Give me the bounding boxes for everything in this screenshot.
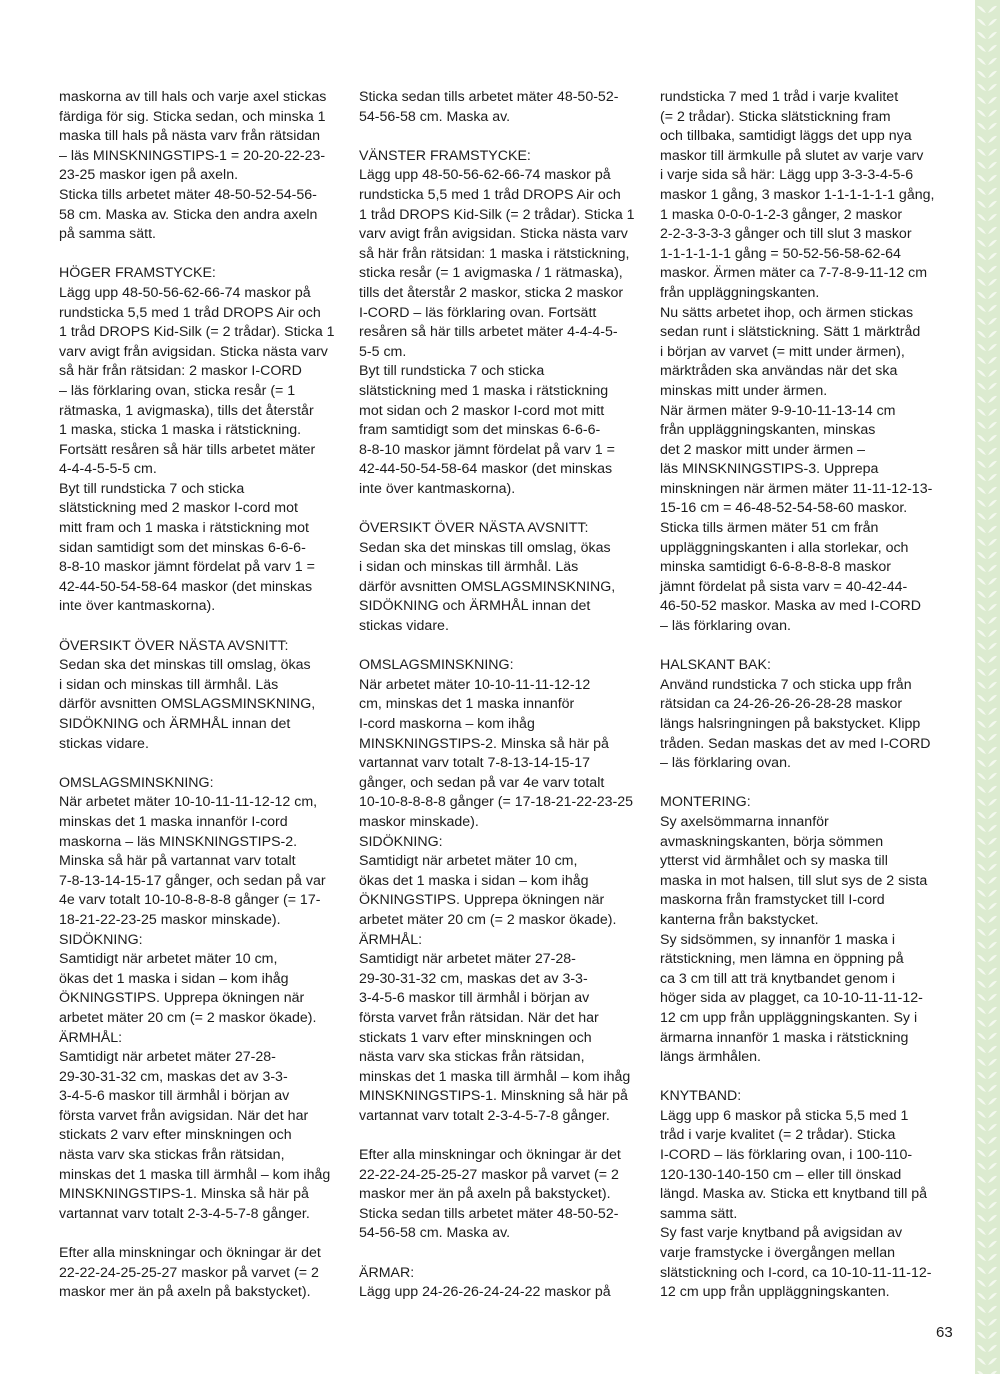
text-line: ÄRMAR: <box>359 1264 415 1281</box>
text-line: därför avsnitten OMSLAGSMINSKNING, <box>59 696 316 713</box>
text-line: Sy axelsömmarna innanför <box>660 813 829 830</box>
text-line: 2-2-3-3-3-3 gånger och till slut 3 maskor <box>660 226 912 243</box>
text-line: slätstickning med 1 maska i rätstickning <box>359 382 609 399</box>
text-line: från uppläggningskanten, minskas <box>660 422 876 439</box>
text-line: Samtidigt när arbetet mäter 10 cm, <box>359 853 578 870</box>
text-line: maskor mer än på axeln på bakstycket). <box>359 1186 611 1203</box>
text-line: 29-30-31-32 cm, maskas det av 3-3- <box>59 1068 288 1085</box>
text-line: 18-21-22-23-25 maskor minskade). <box>59 911 281 928</box>
text-line: OMSLAGSMINSKNING: <box>359 657 514 674</box>
text-line: 46-50-52 maskor. Maska av med I-CORD <box>660 598 921 615</box>
text-line: inte över kantmaskorna). <box>359 480 516 497</box>
paragraph-gap <box>359 127 641 147</box>
text-line: från uppläggningskanten. <box>660 284 820 301</box>
text-line: jämnt fördelat på sista varv = 40-42-44- <box>660 578 908 595</box>
text-line: uppläggningskanten i alla storlekar, och <box>660 539 909 556</box>
text-line: HALSKANT BAK: <box>660 657 771 674</box>
paragraph-gap <box>59 617 341 637</box>
text-line: i början av varvet (= mitt under ärmen), <box>660 343 905 360</box>
text-line: i sidan och minskas till ärmhål. Läs <box>59 676 279 693</box>
text-column-3 <box>660 88 942 1303</box>
paragraph-gap <box>359 499 641 519</box>
text-line: Efter alla minskningar och ökningar är det <box>359 1147 621 1164</box>
text-line: maskor mer än på axeln på bakstycket). <box>59 1284 311 1301</box>
text-line: – läs förklaring ovan. <box>660 755 791 772</box>
text-line: minska samtidigt 6-6-8-8-8-8 maskor <box>660 559 892 576</box>
text-line: Lägg upp 6 maskor på sticka 5,5 med 1 <box>660 1107 909 1124</box>
text-line: slätstickning och I-cord, ca 10-10-11-11-12- <box>660 1264 932 1281</box>
text-line: (= 2 trådar). Sticka slätstickning fram <box>660 108 891 125</box>
text-line: Minska så här på vartannat varv totalt <box>59 853 296 870</box>
text-line: maskorna – läs MINSKNINGSTIPS-2. <box>59 833 298 850</box>
text-line: tills det återstår 2 maskor, sticka 2 maskor <box>359 284 624 301</box>
text-line: Samtidigt när arbetet mäter 10 cm, <box>59 951 278 968</box>
text-line: 42-44-50-54-58-64 maskor (det minskas <box>359 461 613 478</box>
text-line: rundsticka 7 med 1 tråd i varje kvalitet <box>660 89 899 105</box>
text-line: När arbetet mäter 10-10-11-11-12-12 cm, <box>59 794 318 811</box>
text-line: ÖKNINGSTIPS. Upprepa ökningen när <box>59 990 305 1007</box>
text-line: Nu sätts arbetet ihop, och ärmen stickas <box>660 304 914 321</box>
text-line: stickats 2 varv efter minskningen och <box>59 1127 292 1144</box>
knit-stitch-pattern <box>975 0 1000 1374</box>
text-line: stickas vidare. <box>359 618 449 635</box>
text-line: arbetet mäter 20 cm (= 2 maskor ökade). <box>59 1009 317 1026</box>
text-line: varje framstycke i övergången mellan <box>660 1245 895 1262</box>
text-line: Sedan ska det minskas till omslag, ökas <box>359 539 611 556</box>
text-line: Lägg upp 48-50-56-62-66-74 maskor på <box>359 167 611 184</box>
text-line: I-CORD – läs förklaring ovan, i 100-110- <box>660 1147 913 1164</box>
text-line: ökas det 1 maska i sidan – kom ihåg <box>59 970 289 987</box>
text-line: minskningen när ärmen mäter 11-11-12-13- <box>660 480 933 497</box>
text-line: minskas mitt under ärmen. <box>660 382 828 399</box>
text-line: vartannat varv totalt 7-8-13-14-15-17 <box>359 755 591 772</box>
text-line: OMSLAGSMINSKNING: <box>59 774 214 791</box>
text-line: Samtidigt när arbetet mäter 27-28- <box>359 951 576 968</box>
text-line: MONTERING: <box>660 794 751 811</box>
text-line: ytterst vid ärmhålet och sy maska till <box>660 853 888 870</box>
text-line: ärmarna innanför 1 maska i rätstickning <box>660 1029 909 1046</box>
text-line: 120-130-140-150 cm – eller till önskad <box>660 1166 902 1183</box>
text-line: ca 3 cm till att trä knytbandet genom i <box>660 970 895 987</box>
text-line: 29-30-31-32 cm, maskas det av 3-3- <box>359 970 588 987</box>
text-line: 3-4-5-6 maskor till ärmhål i början av <box>59 1088 290 1105</box>
text-line: stickats 1 varv efter minskningen och <box>359 1029 592 1046</box>
text-line: 4-4-4-5-5-5 cm. <box>59 461 157 478</box>
text-line: märktråden ska användas när det ska <box>660 363 898 380</box>
text-line: färdiga för sig. Sticka sedan, och minska 1 <box>59 108 326 125</box>
text-line: I-CORD – läs förklaring ovan. Fortsätt <box>359 304 597 321</box>
text-line: Sy fast varje knytband på avigsidan av <box>660 1225 903 1242</box>
paragraph-gap <box>660 774 942 794</box>
text-line: rätstickning, men lämna en öppning på <box>660 951 904 968</box>
text-line: varv avigt från avigsidan. Sticka nästa varv <box>59 343 328 360</box>
text-line: slätstickning med 2 maskor I-cord mot <box>59 500 298 517</box>
text-line: tråden. Sedan maskas det av med I-CORD <box>660 735 931 752</box>
text-line: 54-56-58 cm. Maska av. <box>359 1225 511 1242</box>
text-line: rätsidan ca 24-26-26-26-28-28 maskor <box>660 696 903 713</box>
paragraph-gap <box>359 637 641 657</box>
text-line: längs halsringningen på bakstycket. Klipp <box>660 716 921 732</box>
text-line: ÖVERSIKT ÖVER NÄSTA AVSNITT: <box>359 520 589 537</box>
text-line: I-cord maskorna – kom ihåg <box>359 716 535 732</box>
page-number: 63 <box>936 1324 953 1341</box>
text-column-1 <box>59 88 341 1303</box>
text-line: Samtidigt när arbetet mäter 27-28- <box>59 1049 276 1066</box>
text-line: och tillbaka, samtidigt läggs det upp nya <box>660 128 912 145</box>
text-line: avmaskningskanten, börja sömmen <box>660 833 884 850</box>
text-line: Sticka tills ärmen mäter 51 cm från <box>660 520 879 537</box>
text-line: Sy sidsömmen, sy innanför 1 maska i <box>660 931 895 948</box>
text-line: 1-1-1-1-1-1 gång = 50-52-56-58-62-64 <box>660 245 901 262</box>
text-line: MINSKNINGSTIPS-1. Minska så här på <box>59 1186 309 1203</box>
text-line: längd. Maska av. Sticka ett knytband till på <box>660 1186 928 1203</box>
text-line: 10-10-8-8-8-8 gånger (= 17-18-21-22-23-25 <box>359 794 634 811</box>
text-line: Lägg upp 24-26-26-24-24-22 maskor på <box>359 1284 611 1301</box>
text-line: i sidan och minskas till ärmhål. Läs <box>359 559 579 576</box>
text-line: MINSKNINGSTIPS-2. Minska så här på <box>359 735 609 752</box>
text-line: maskorna från framstycket till I-cord <box>660 892 885 909</box>
text-line: – läs MINSKNINGSTIPS-1 = 20-20-22-23- <box>59 147 326 164</box>
text-line: maskor. Ärmen mäter ca 7-7-8-9-11-12 cm <box>660 265 928 282</box>
text-line: 12 cm upp från uppläggningskanten. <box>660 1284 890 1301</box>
text-line: Använd rundsticka 7 och sticka upp från <box>660 676 912 693</box>
text-line: i varje sida så här: Lägg upp 3-3-3-4-5-6 <box>660 167 914 184</box>
text-line: sidan samtidigt som det minskas 6-6-6- <box>59 539 306 556</box>
text-line: längs ärmhålen. <box>660 1049 761 1066</box>
text-line: Sticka sedan tills arbetet mäter 48-50-52- <box>359 1205 619 1222</box>
text-line: 1 tråd DROPS Kid-Silk (= 2 trådar). Sticka 1 <box>359 206 635 223</box>
text-line: 42-44-50-54-58-64 maskor (det minskas <box>59 578 313 595</box>
text-line: ÖKNINGSTIPS. Upprepa ökningen när <box>359 892 605 909</box>
text-line: mot sidan och 2 maskor I-cord mot mitt <box>359 402 605 419</box>
text-line: Sticka sedan tills arbetet mäter 48-50-52- <box>359 89 619 105</box>
text-line: 5-5 cm. <box>359 343 407 360</box>
text-line: SIDÖKNING: <box>59 931 143 948</box>
text-line: Efter alla minskningar och ökningar är det <box>59 1245 321 1262</box>
text-line: tråd i varje kvalitet (= 2 trådar). Sticka <box>660 1127 896 1144</box>
text-line: minskas det 1 maska innanför I-cord <box>59 813 288 830</box>
decorative-knit-border <box>975 0 1000 1374</box>
text-line: HÖGER FRAMSTYCKE: <box>59 265 216 282</box>
text-line: inte över kantmaskorna). <box>59 598 216 615</box>
text-line: maskor 1 gång, 3 maskor 1-1-1-1-1-1 gång, <box>660 186 935 203</box>
text-line: 54-56-58 cm. Maska av. <box>359 108 511 125</box>
text-line: 1 maska, sticka 1 maska i rätstickning. <box>59 422 302 439</box>
text-line: När arbetet mäter 10-10-11-11-12-12 <box>359 676 591 693</box>
text-line: 23-25 maskor igen på axeln. <box>59 167 239 184</box>
text-line: Lägg upp 48-50-56-62-66-74 maskor på <box>59 284 311 301</box>
text-line: samma sätt. <box>660 1205 738 1222</box>
text-line: SIDÖKNING: <box>359 833 443 850</box>
text-line: så här från rätsidan: 1 maska i rätstickning, <box>359 245 630 262</box>
text-line: ÄRMHÅL: <box>59 1029 123 1046</box>
text-line: ökas det 1 maska i sidan – kom ihåg <box>359 872 589 889</box>
text-line: ÖVERSIKT ÖVER NÄSTA AVSNITT: <box>59 637 289 654</box>
text-line: mitt fram och 1 maska i rätstickning mot <box>59 520 309 537</box>
text-line: därför avsnitten OMSLAGSMINSKNING, <box>359 578 616 595</box>
text-line: kanterna från bakstycket. <box>660 911 819 928</box>
text-line: på samma sätt. <box>59 226 156 243</box>
text-line: 58 cm. Maska av. Sticka den andra axeln <box>59 206 318 223</box>
text-line: sedan runt i slätstickning. Sätt 1 märktråd <box>660 324 921 341</box>
text-line: vartannat varv totalt 2-3-4-5-7-8 gånger. <box>59 1205 310 1222</box>
text-line: Byt till rundsticka 7 och sticka <box>359 363 545 380</box>
text-line: rundsticka 5,5 med 1 tråd DROPS Air och <box>359 186 621 203</box>
text-line: 1 tråd DROPS Kid-Silk (= 2 trådar). Sticka 1 <box>59 324 335 341</box>
text-line: maskorna av till hals och varje axel stickas <box>59 89 327 105</box>
text-line: maskor minskade). <box>359 813 479 830</box>
text-line: cm, minskas det 1 maska innanför <box>359 696 575 713</box>
paragraph-gap <box>660 1068 942 1088</box>
text-line: 8-8-10 maskor jämnt fördelat på varv 1 = <box>59 559 315 576</box>
text-line: nästa varv ska stickas från rätsidan, <box>359 1049 585 1066</box>
text-line: 12 cm upp från uppläggningskanten. Sy i <box>660 1009 918 1026</box>
text-line: så här från rätsidan: 2 maskor I-CORD <box>59 363 302 380</box>
text-line: varv avigt från avigsidan. Sticka nästa varv <box>359 226 628 243</box>
text-line: Fortsätt resåren så här tills arbetet mäter <box>59 441 316 458</box>
text-line: höger sida av plagget, ca 10-10-11-11-12- <box>660 990 923 1007</box>
text-line: rätmaska, 1 avigmaska), tills det återstår <box>59 402 314 419</box>
text-line: stickas vidare. <box>59 735 149 752</box>
paragraph-gap <box>660 637 942 657</box>
text-line: – läs förklaring ovan, sticka resår (= 1 <box>59 382 296 399</box>
text-line: 1 maska 0-0-0-1-2-3 gånger, 2 maskor <box>660 206 903 223</box>
text-line: minskas det 1 maska till ärmhål – kom ihåg <box>359 1068 631 1085</box>
text-line: nästa varv ska stickas från rätsidan, <box>59 1147 285 1164</box>
text-line: första varvet från avigsidan. När det har <box>59 1107 309 1124</box>
text-line: 3-4-5-6 maskor till ärmhål i början av <box>359 990 590 1007</box>
text-line: vartannat varv totalt 2-3-4-5-7-8 gånger. <box>359 1107 610 1124</box>
text-line: maskor till ärmkulle på slutet av varje varv <box>660 147 924 164</box>
text-line: SIDÖKNING och ÄRMHÅL innan det <box>59 716 291 732</box>
text-line: Sedan ska det minskas till omslag, ökas <box>59 657 311 674</box>
text-line: det 2 maskor mitt under ärmen – <box>660 441 866 458</box>
text-line: sticka resår (= 1 avigmaska / 1 rätmaska), <box>359 265 623 282</box>
text-line: maska in mot halsen, till slut sys de 2 sista <box>660 872 928 889</box>
text-line: 7-8-13-14-15-17 gånger, och sedan på var <box>59 872 326 889</box>
paragraph-gap <box>59 754 341 774</box>
text-line: rundsticka 5,5 med 1 tråd DROPS Air och <box>59 304 321 321</box>
text-line: fram samtidigt som det minskas 6-6-6- <box>359 422 601 439</box>
text-line: När ärmen mäter 9-9-10-11-13-14 cm <box>660 402 896 419</box>
text-line: Byt till rundsticka 7 och sticka <box>59 480 245 497</box>
text-line: – läs förklaring ovan. <box>660 618 791 635</box>
text-line: 22-22-24-25-25-27 maskor på varvet (= 2 <box>59 1264 319 1281</box>
text-line: MINSKNINGSTIPS-1. Minskning så här på <box>359 1088 628 1105</box>
text-line: maska till hals på nästa varv från rätsidan <box>59 128 321 145</box>
paragraph-gap <box>359 1244 641 1264</box>
text-line: gånger, och sedan på var 4e varv totalt <box>359 774 605 791</box>
text-line: minskas det 1 maska till ärmhål – kom ihåg <box>59 1166 331 1183</box>
text-line: läs MINSKNINGSTIPS-3. Upprepa <box>660 461 879 478</box>
text-line: första varvet från rätsidan. När det har <box>359 1009 599 1026</box>
text-line: VÄNSTER FRAMSTYCKE: <box>359 147 531 164</box>
text-line: 22-22-24-25-25-27 maskor på varvet (= 2 <box>359 1166 619 1183</box>
paragraph-gap <box>59 1224 341 1244</box>
text-line: SIDÖKNING och ÄRMHÅL innan det <box>359 598 591 615</box>
text-column-2 <box>359 88 641 1303</box>
text-line: ÄRMHÅL: <box>359 931 423 948</box>
text-line: Sticka tills arbetet mäter 48-50-52-54-56- <box>59 186 317 203</box>
paragraph-gap <box>59 245 341 265</box>
text-line: arbetet mäter 20 cm (= 2 maskor ökade). <box>359 911 617 928</box>
text-line: 15-16 cm = 46-48-52-54-58-60 maskor. <box>660 500 908 517</box>
text-line: resåren så här tills arbetet mäter 4-4-4-5- <box>359 324 618 341</box>
paragraph-gap <box>359 1126 641 1146</box>
text-line: KNYTBAND: <box>660 1088 742 1105</box>
text-line: 4e varv totalt 10-10-8-8-8-8 gånger (= 17- <box>59 892 321 909</box>
text-line: 8-8-10 maskor jämnt fördelat på varv 1 = <box>359 441 615 458</box>
